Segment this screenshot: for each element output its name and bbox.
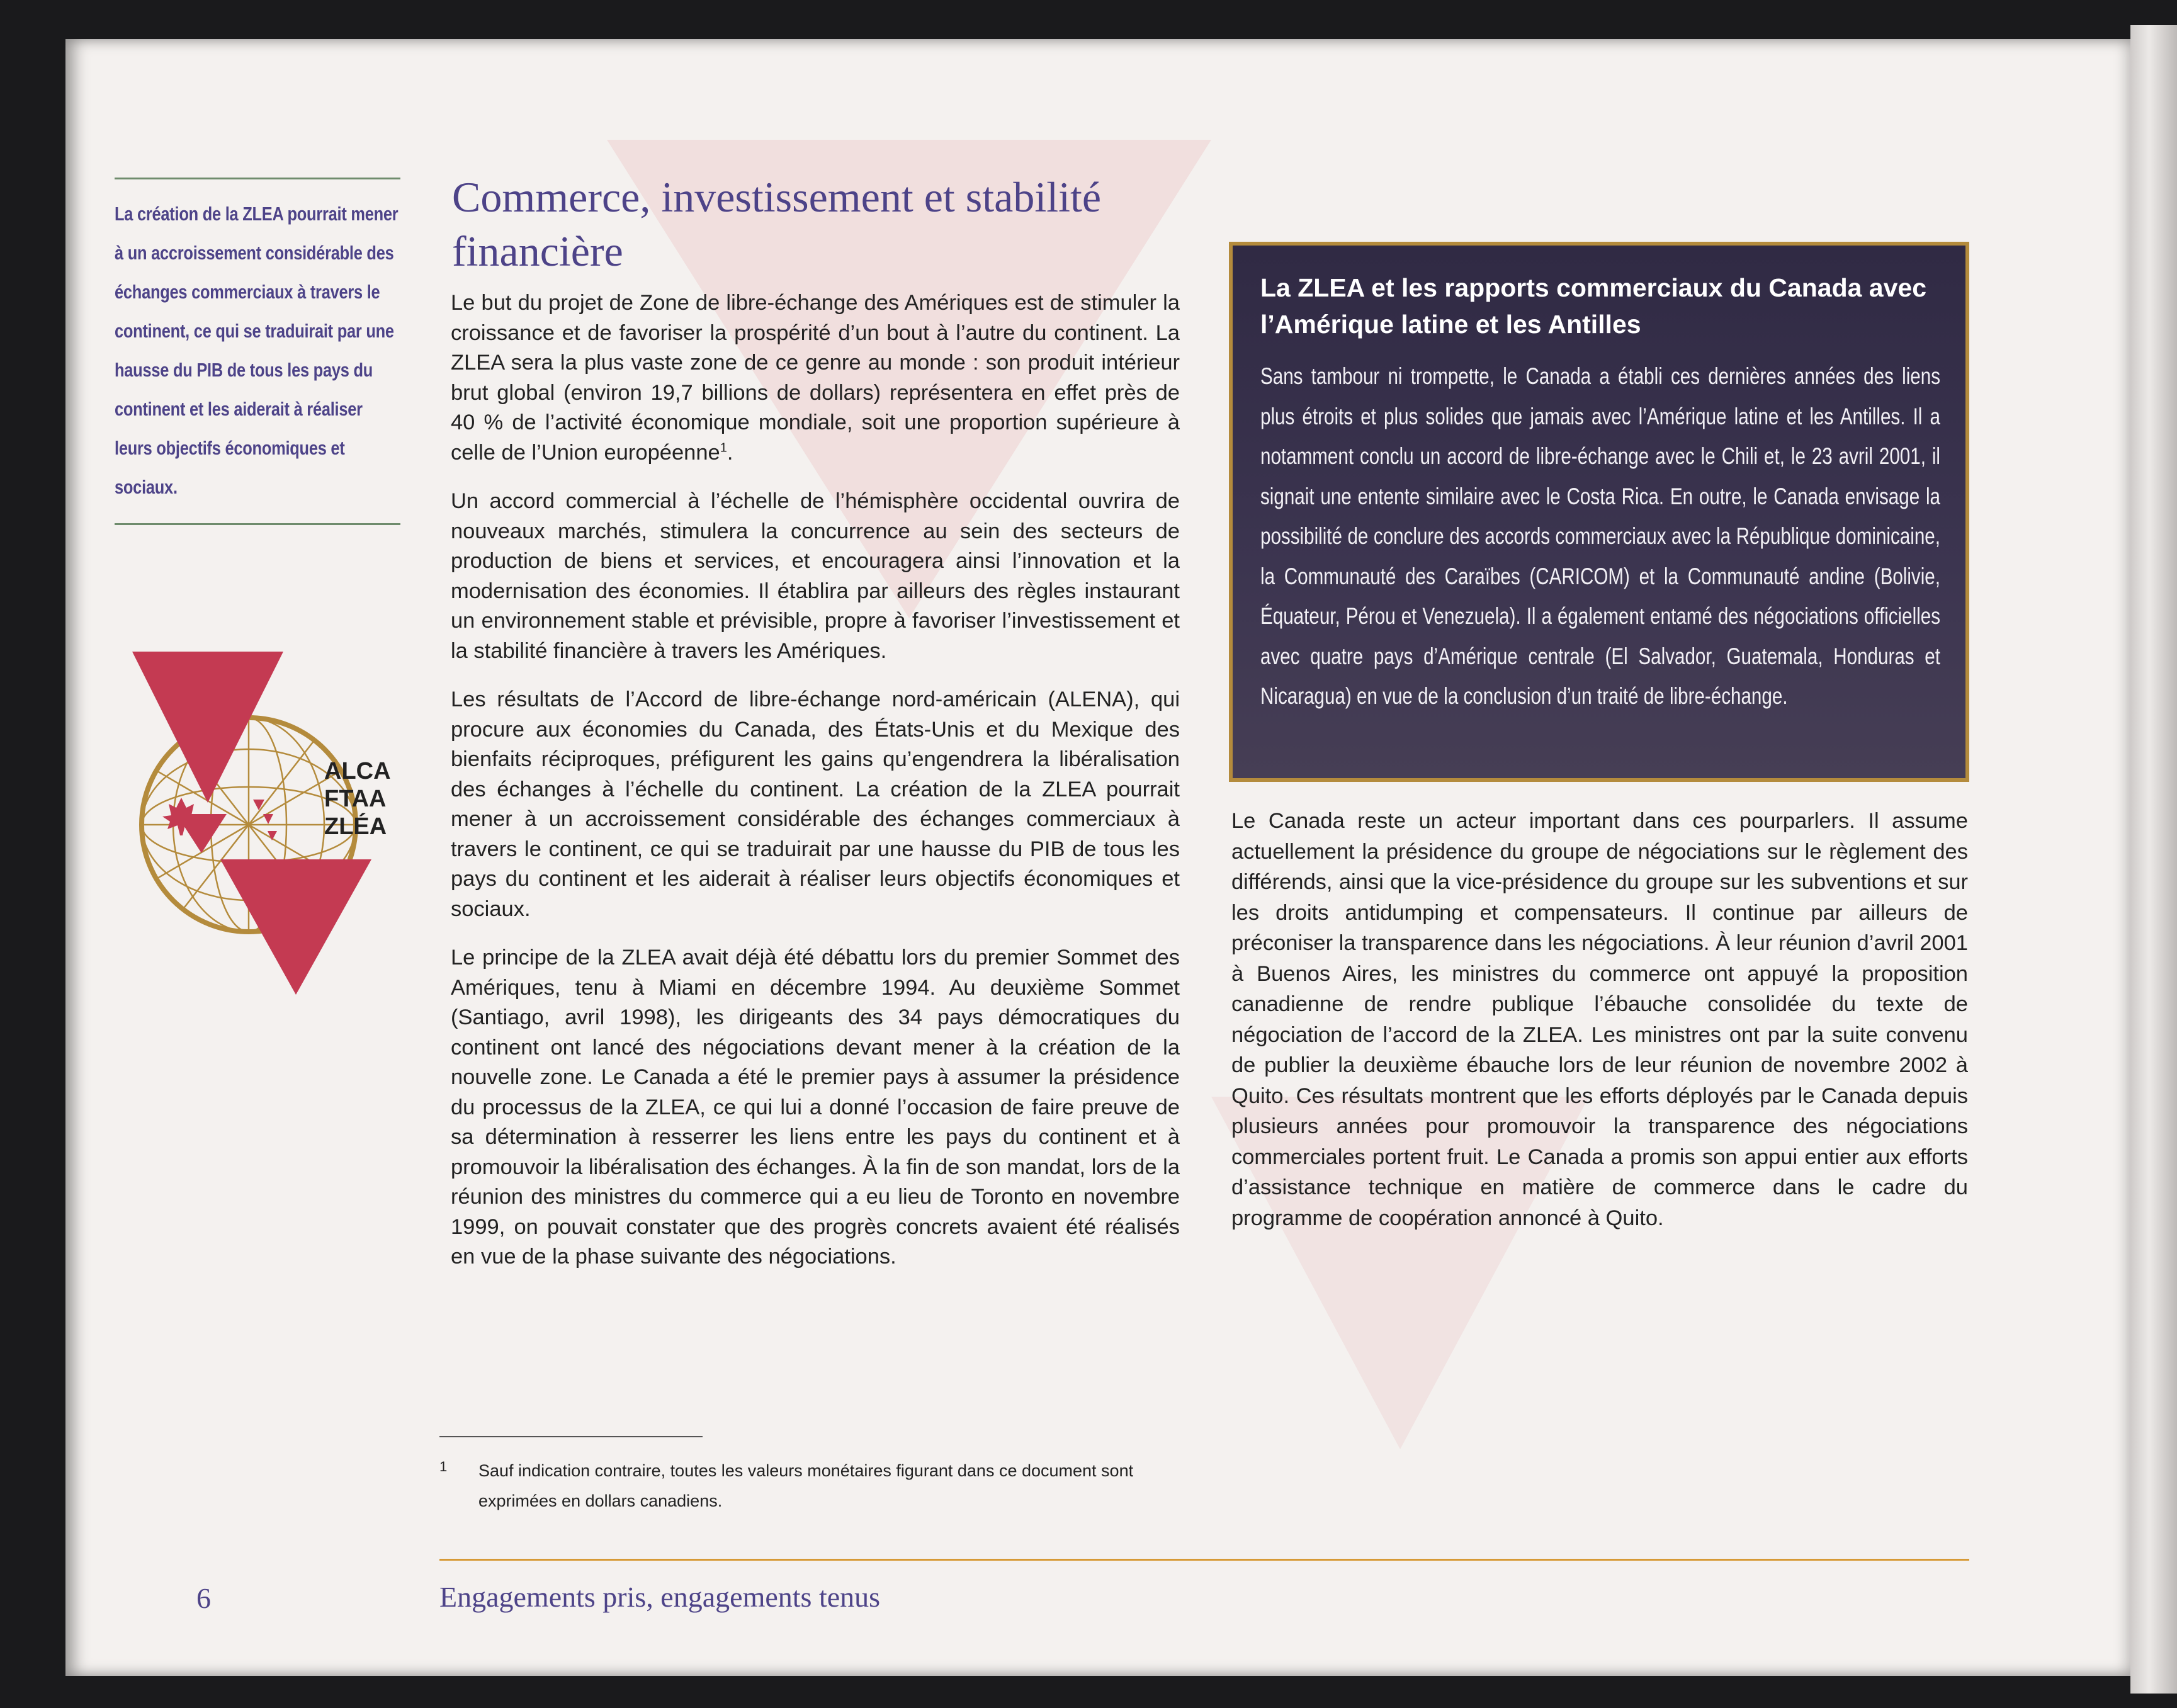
logo-text-zlea: ZLÉA <box>324 813 387 840</box>
page-number: 6 <box>196 1582 211 1614</box>
footnote-text: Sauf indication contraire, toutes les valeurs monétaires figurant dans ce document sont exprimées en dollars canadiens. <box>478 1461 1134 1510</box>
main-column <box>451 288 1180 1291</box>
footer-rule <box>439 1559 1969 1561</box>
footnote <box>439 1456 1182 1516</box>
triangle-top <box>132 652 283 803</box>
paragraph: Les résultats de l’Accord de libre-échange nord-américain (ALENA), qui procure aux économies du Canada, des États-Unis et du Mexique des bienfaits réciproques, préfigurent les gains qu’engendrera la libéralisation des échanges à l’échelle du continent. La création de la ZLEA pourrait mener à un accroissement considérable des échanges commerciaux à travers le continent, ce qui se traduirait par une hausse du PIB de tous les pays du continent et les aiderait à réaliser leurs objectifs économiques et sociaux. <box>451 687 1180 921</box>
paragraph: Le principe de la ZLEA avait déjà été débattu lors du premier Sommet des Amériques, tenu à Miami en décembre 1994. Au deuxième Sommet (Santiago, avril 1998), les dirigeants des 34 pays démocratiques du continent ont lancé des négociations devant mener à la création de la nouvelle zone. Le Canada a été le premier pays à assumer la présidence du processus de la ZLEA, ce qui lui a donné l’occasion de faire preuve de sa détermination à resserrer les liens entre les pays du continent et à promouvoir la libéralisation des échanges. À la fin de son mandat, lors de la réunion des ministres du commerce qui a eu lieu de Toronto en novembre 1999, on pouvait constater que des progrès concrets avaient été réalisés en vue de la phase suivante des négociations. <box>451 946 1180 1269</box>
logo-text-ftaa: FTAA <box>324 786 387 812</box>
footnote-ref[interactable]: 1 <box>720 441 727 455</box>
right-column <box>1231 806 1968 1252</box>
box-text: Sans tambour ni trompette, le Canada a établi ces dernières années des liens plus étroits et plus solides que jamais avec l’Amérique latine et les Antilles. Il a notamment conclu un accord de libre-échange avec le Chili et, le 23 avril 2001, il signait une entente similaire avec le Costa Rica. En outre, le Canada envisage la possibilité de conclure des accords commerciaux avec la République dominicaine, la Communauté des Caraïbes (CARICOM) et la Communauté andine (Bolivie, Équateur, Pérou et Venezuela). Il a également entamé des négociations officielles avec quatre pays d’Amérique centrale (El Salvador, Guatemala, Honduras et Nicaragua) en vue de la conclusion d’un traité de libre-échange. <box>1260 363 1940 709</box>
footnote-divider <box>439 1436 703 1437</box>
alca-ftaa-zlea-logo <box>107 652 397 1004</box>
running-footer-title: Engagements pris, engagements tenus <box>439 1581 881 1613</box>
box-title: La ZLEA et les rapports commerciaux du Canada avec l’Amérique latine et les Antilles <box>1260 273 1927 339</box>
section-title: Commerce, investissement et stabilité financière <box>452 173 1102 275</box>
paragraph: Un accord commercial à l’échelle de l’hémisphère occidental ouvrira de nouveaux marchés, stimulera la concurrence au sein des secteurs de production de biens et services, et encouragera ainsi l’innovation et la modernisation des économies. Il établira par ailleurs des règles instaurant un environnement stable et prévisible, propre à favoriser l’investissement et la stabilité financière à travers les Amériques. <box>451 489 1180 663</box>
pull-quote-text: La création de la ZLEA pourrait mener à un accroissement considérable des échanges commerciaux à travers le continent, ce qui se traduirait par une hausse du PIB de tous les pays du continent et les aiderait à réaliser leurs objectifs économiques et sociaux. <box>115 203 399 498</box>
next-page-edge <box>2130 25 2177 1694</box>
triangle-bottom <box>220 859 371 995</box>
paragraph: Le Canada reste un acteur important dans ces pourparlers. Il assume actuellement la présidence du groupe de négociations sur le règlement des différends, ainsi que la vice-présidence du groupe sur les subventions et sur les droits antidumping et compensateurs. Il continue par ailleurs de préconiser la transparence dans les négociations. À leur réunion d’avril 2001 à Buenos Aires, les ministres du commerce ont appuyé la proposition canadienne de rendre publique l’ébauche consolidée du texte de négociation de l’accord de la ZLEA. Les ministres ont par la suite convenu de publier la deuxième ébauche lors de leur réunion de novembre 2002 à Quito. Ces résultats montrent que les efforts déployés par le Canada depuis plusieurs années pour promouvoir la transparence des négociations commerciales portent fruit. Le Canada a promis son appui entier aux efforts d’assistance technique en matière de commerce dans le cadre du programme de coopération annoncé à Quito. <box>1231 809 1968 1230</box>
paragraph: Le but du projet de Zone de libre-échange des Amériques est de stimuler la croissance et de favoriser la prospérité d’un bout à l’autre du continent. La ZLEA sera la plus vaste zone de ce genre au monde : son produit intérieur brut global (environ 19,7 billions de dollars) représentera en effet près de 40 % de l’activité économique mondiale, soit une proportion supérieure à celle de l’Union européenne$^1$. <box>451 291 1180 465</box>
footnote-number: 1 <box>439 1459 448 1474</box>
sidebar-pull-quote <box>115 178 400 525</box>
sidebar-box <box>1229 242 1969 782</box>
logo-text-alca: ALCA <box>324 758 391 784</box>
